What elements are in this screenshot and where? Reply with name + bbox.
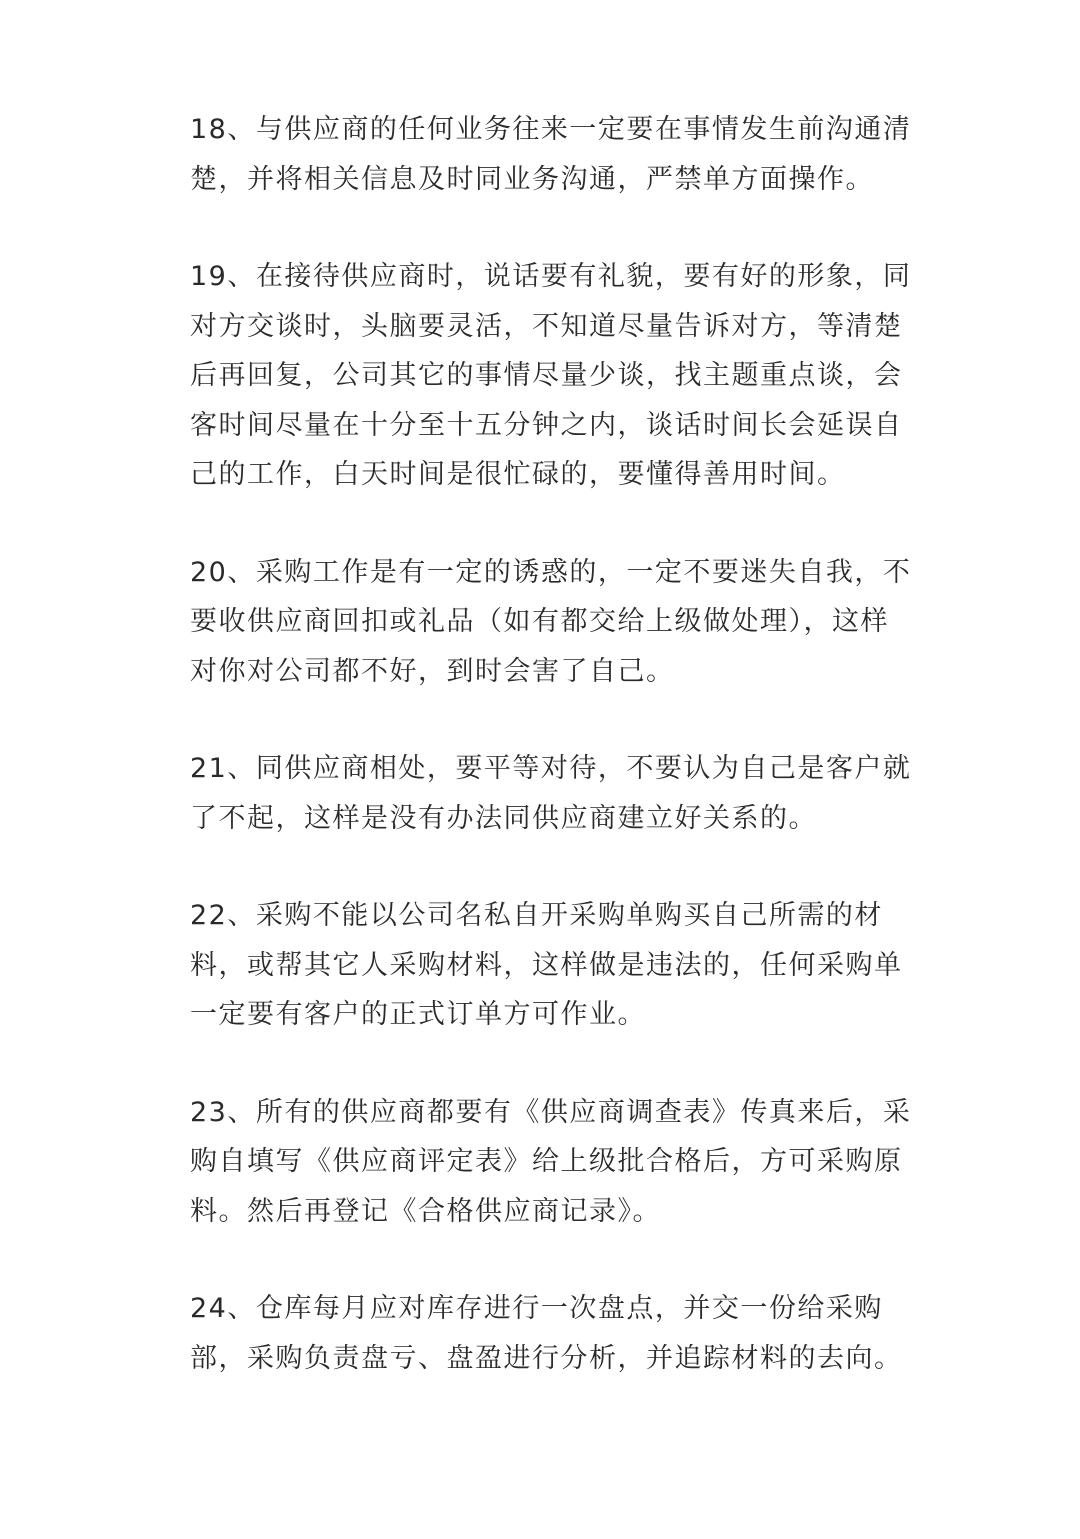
paragraph-line: 后再回复，公司其它的事情尽量少谈，找主题重点谈，会 xyxy=(190,360,903,391)
paragraph-line: 22、采购不能以公司名私自开采购单购买自己所需的材 xyxy=(190,900,883,931)
paragraph-line: 21、同供应商相处，要平等对待，不要认为自己是客户就 xyxy=(190,753,912,784)
paragraph-line: 购自填写《供应商评定表》给上级批合格后，方可采购原 xyxy=(190,1146,903,1177)
paragraph-line: 楚，并将相关信息及时同业务沟通，严禁单方面操作。 xyxy=(190,163,874,195)
paragraph-line: 了不起，这样是没有办法同供应商建立好关系的。 xyxy=(190,802,817,834)
rule-20-paragraph xyxy=(190,548,912,697)
paragraph-line: 24、仓库每月应对库存进行一次盘点，并交一份给采购 xyxy=(190,1293,883,1324)
rule-22-paragraph xyxy=(190,891,903,1040)
paragraph-line: 客时间尽量在十分至十五分钟之内，谈话时间长会延误自 xyxy=(190,409,903,441)
paragraph-line: 料。然后再登记《合格供应商记录》。 xyxy=(190,1195,661,1227)
rule-24-paragraph xyxy=(190,1284,903,1383)
paragraph-line: 要收供应商回扣或礼品（如有都交给上级做处理），这样 xyxy=(190,606,889,637)
paragraph-line: 一定要有客户的正式订单方可作业。 xyxy=(190,999,646,1030)
paragraph-line: 对方交谈时，头脑要灵活，不知道尽量告诉对方，等清楚 xyxy=(190,310,903,342)
paragraph-line: 18、与供应商的任何业务往来一定要在事情发生前沟通清 xyxy=(190,114,912,145)
paragraph-line: 23、所有的供应商都要有《供应商调查表》传真来后，采 xyxy=(190,1096,912,1128)
paragraph-line: 对你对公司都不好，到时会害了自己。 xyxy=(190,655,675,687)
paragraph-line: 20、采购工作是有一定的诱惑的，一定不要迷失自我，不 xyxy=(190,556,912,588)
paragraph-line: 料，或帮其它人采购材料，这样做是违法的，任何采购单 xyxy=(190,949,903,981)
paragraph-line: 19、在接待供应商时，说话要有礼貌，要有好的形象，同 xyxy=(190,261,912,292)
rule-23-paragraph xyxy=(190,1088,912,1237)
rule-19-paragraph xyxy=(190,252,912,500)
paragraph-line: 己的工作，白天时间是很忙碌的，要懂得善用时间。 xyxy=(190,459,846,490)
paragraph-line: 部，采购负责盘亏、盘盈进行分析，并追踪材料的去向。 xyxy=(190,1342,903,1374)
rule-18-paragraph xyxy=(190,105,912,204)
rule-21-paragraph xyxy=(190,744,912,843)
document-body xyxy=(190,105,912,1431)
